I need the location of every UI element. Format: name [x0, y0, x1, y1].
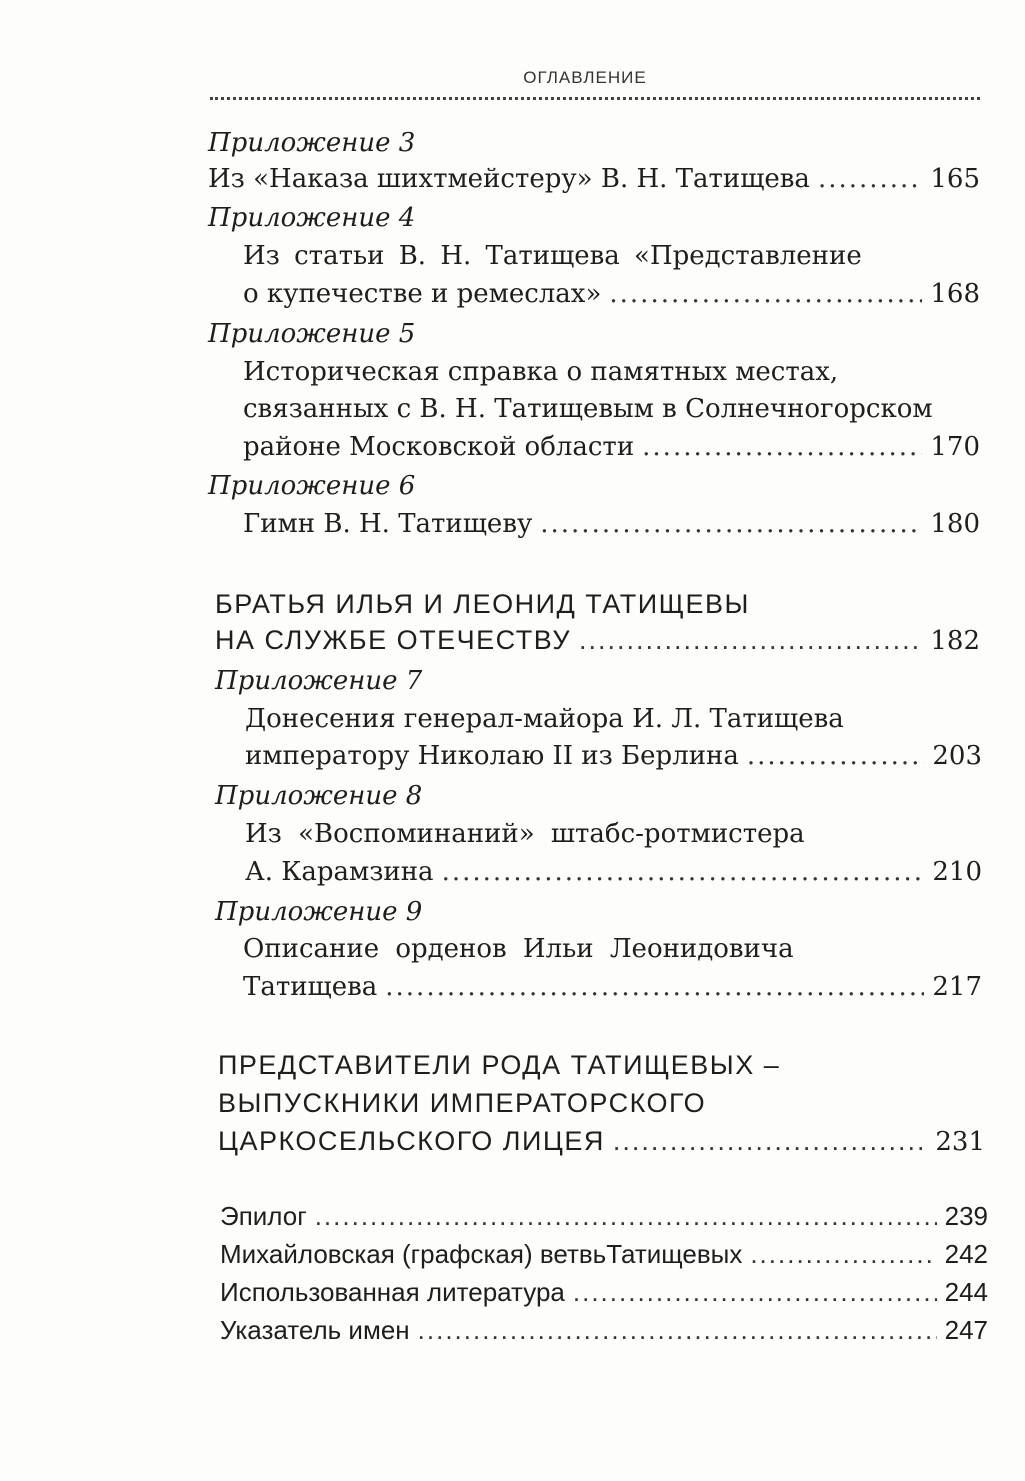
leader-dots: [818, 160, 922, 198]
toc-entry-title: Михайловская (графская) ветвьТатищевых: [220, 1239, 743, 1269]
toc-entry-page: 168: [930, 279, 980, 309]
leader-dots: [442, 853, 925, 891]
leader-dots: [579, 621, 922, 659]
toc-entry-title: районе Московской области: [243, 432, 635, 462]
toc-entry-title: о купечестве и ремеслах»: [243, 279, 602, 309]
toc-entry-page: 182: [930, 626, 980, 656]
toc-entry-appendix-7[interactable]: [245, 737, 982, 775]
leader-dots: [315, 1197, 937, 1235]
appendix-7-label: Приложение 7: [215, 666, 423, 696]
toc-entry-page: 203: [932, 741, 982, 771]
leader-dots: [642, 428, 922, 466]
toc-entry-appendix-8-line1[interactable]: Из «Воспоминаний» штабс-ротмистера: [245, 819, 805, 849]
header-dotted-rule: [210, 97, 980, 100]
toc-entry-appendix-4[interactable]: [243, 275, 980, 313]
leader-dots: [613, 1122, 927, 1160]
toc-entry-appendix-4-line1[interactable]: Из статьи В. Н. Татищева «Представление: [243, 241, 862, 271]
toc-entry-page: 247: [944, 1315, 988, 1345]
chapter-brothers-line1[interactable]: БРАТЬЯ ИЛЬЯ И ЛЕОНИД ТАТИЩЕВЫ: [215, 589, 750, 619]
toc-entry-page: 180: [930, 509, 980, 539]
toc-entry-appendix-6[interactable]: [243, 505, 980, 543]
toc-entry-page: 231: [935, 1127, 985, 1157]
leader-dots: [747, 737, 924, 775]
appendix-6-label: Приложение 6: [208, 471, 416, 501]
leader-dots: [750, 1235, 936, 1273]
toc-entry-appendix-5[interactable]: [243, 428, 980, 466]
toc-entry-branch[interactable]: [220, 1235, 988, 1273]
toc-entry-title: Указатель имен: [220, 1315, 410, 1345]
leader-dots: [609, 275, 922, 313]
chapter-lyceum-line2[interactable]: ВЫПУСКНИКИ ИМПЕРАТОРСКОГО: [218, 1088, 707, 1118]
running-head: ОГЛАВЛЕНИЕ: [523, 68, 647, 87]
toc-entry-chapter-brothers[interactable]: [215, 621, 980, 659]
toc-entry-page: 170: [930, 432, 980, 462]
toc-entry-page: 244: [944, 1277, 988, 1307]
toc-entry-appendix-5-line1[interactable]: Историческая справка о памятных местах,: [243, 357, 839, 387]
toc-entry-title: А. Карамзина: [245, 857, 434, 887]
toc-entry-page: 210: [932, 857, 982, 887]
chapter-lyceum-line1[interactable]: ПРЕДСТАВИТЕЛИ РОДА ТАТИЩЕВЫХ –: [218, 1050, 781, 1080]
toc-entry-page: 165: [930, 164, 980, 194]
toc-entry-appendix-9-line1[interactable]: Описание орденов Ильи Леонидовича: [243, 934, 794, 964]
toc-entry-literature[interactable]: [220, 1273, 988, 1311]
toc-entry-appendix-7-line1[interactable]: Донесения генерал-майора И. Л. Татищева: [245, 704, 844, 734]
toc-entry-index[interactable]: [220, 1311, 988, 1349]
toc-entry-title: Эпилог: [220, 1201, 307, 1231]
toc-entry-title: Из «Наказа шихтмейстеру» В. Н. Татищева: [208, 164, 810, 194]
toc-entry-chapter-lyceum[interactable]: [218, 1122, 985, 1160]
appendix-5-label: Приложение 5: [208, 319, 416, 349]
toc-entry-appendix-8[interactable]: [245, 853, 982, 891]
toc-entry-title: НА СЛУЖБЕ ОТЕЧЕСТВУ: [215, 625, 572, 655]
appendix-4-label: Приложение 4: [208, 203, 416, 233]
appendix-8-label: Приложение 8: [215, 781, 423, 811]
toc-entry-appendix-5-line2[interactable]: связанных с В. Н. Татищевым в Солнечногорском: [243, 394, 933, 424]
leader-dots: [573, 1273, 937, 1311]
appendix-3-label: Приложение 3: [208, 128, 416, 158]
toc-entry-page: 217: [932, 972, 982, 1002]
toc-entry-appendix-3[interactable]: [208, 160, 980, 198]
toc-entry-title: ЦАРКОСЕЛЬСКОГО ЛИЦЕЯ: [218, 1126, 605, 1156]
toc-entry-page: 239: [944, 1201, 988, 1231]
toc-entry-title: Использованная литература: [220, 1277, 565, 1307]
toc-entry-title: императору Николаю II из Берлина: [245, 741, 739, 771]
toc-entry-appendix-9[interactable]: [243, 968, 982, 1006]
toc-entry-title: Татищева: [243, 972, 378, 1002]
leader-dots: [385, 968, 924, 1006]
appendix-9-label: Приложение 9: [215, 897, 423, 927]
toc-entry-epilog[interactable]: [220, 1197, 988, 1235]
toc-entry-page: 242: [944, 1239, 988, 1269]
leader-dots: [418, 1311, 937, 1349]
leader-dots: [540, 505, 922, 543]
toc-entry-title: Гимн В. Н. Татищеву: [243, 509, 533, 539]
